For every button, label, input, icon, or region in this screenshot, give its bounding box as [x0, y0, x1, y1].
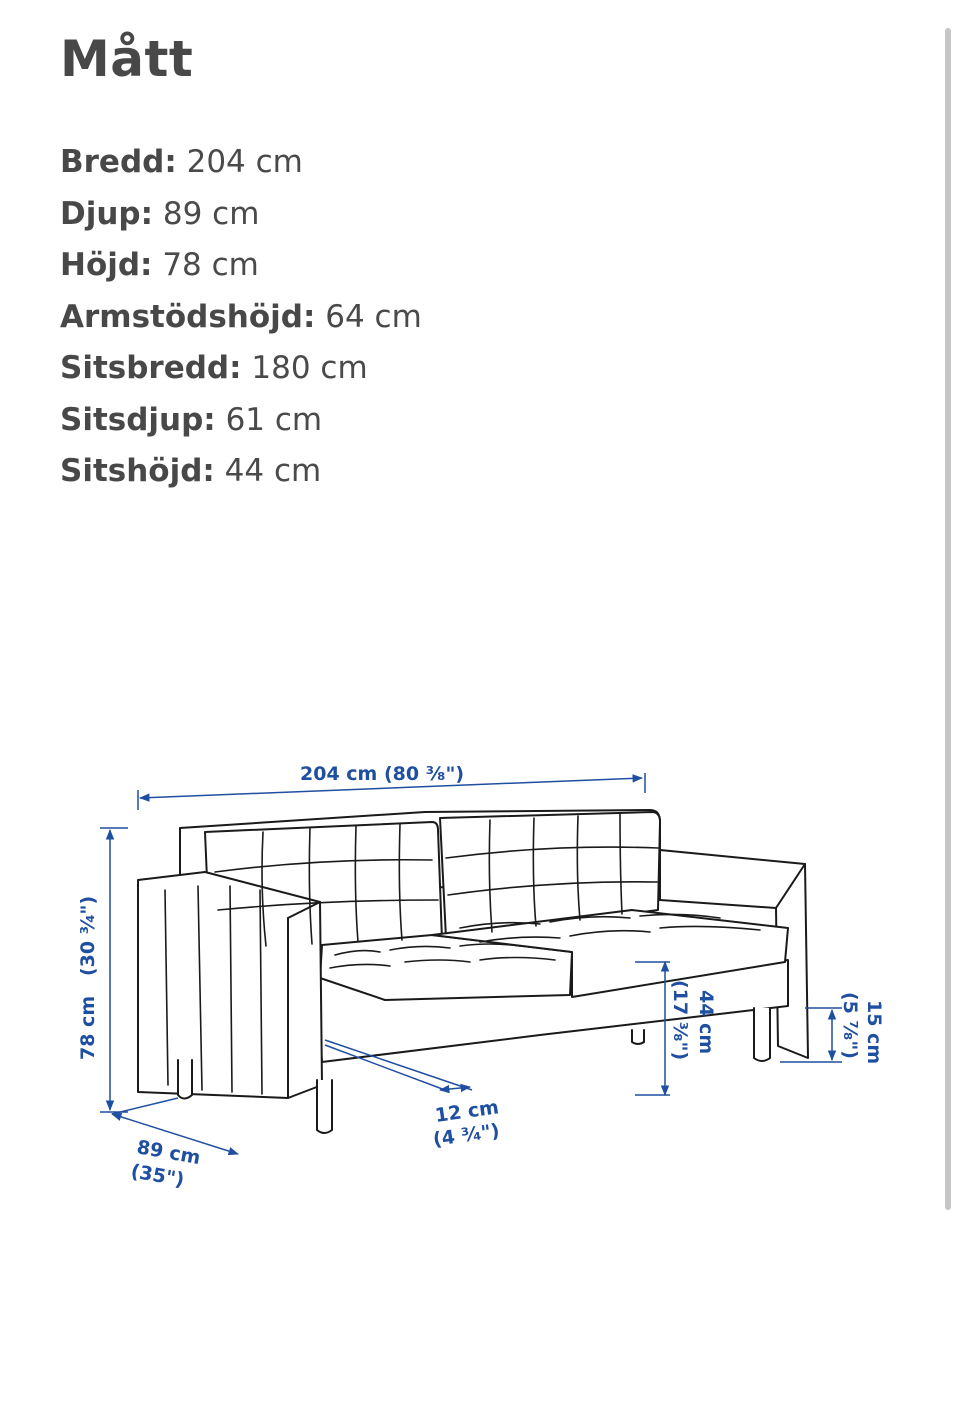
spec-label: Höjd:	[60, 247, 153, 283]
height-dimension-label: 78 cm	[77, 995, 99, 1060]
spec-label: Sitsdjup:	[60, 401, 216, 438]
seat-height-dimension-label: 44 cm	[695, 990, 717, 1055]
depth-dimension-label-inch: (35")	[129, 1160, 186, 1192]
seat-height-dimension-label-inch: (17 ³⁄₈")	[669, 980, 691, 1061]
spec-value: 61 cm	[225, 401, 323, 438]
spec-label: Bredd:	[60, 144, 177, 180]
spec-height	[60, 240, 422, 292]
scrollbar[interactable]	[945, 28, 951, 1210]
spec-width	[60, 137, 422, 189]
spec-armrest-height	[60, 292, 422, 344]
spec-label: Sitshöjd:	[60, 453, 215, 489]
spec-label: Armstödshöjd:	[60, 298, 316, 335]
spec-seat-depth	[60, 395, 422, 447]
leg-height-dimension-label-inch: (5 ⁷⁄₈")	[839, 992, 861, 1059]
spec-value: 204 cm	[186, 144, 303, 180]
depth-dimension-label: 89 cm	[135, 1136, 203, 1170]
sofa-drawing	[138, 810, 808, 1133]
height-dimension-label-inch: (30 ³⁄₄")	[77, 895, 99, 976]
page-title: Mått	[60, 30, 194, 88]
spec-value: 44 cm	[224, 453, 322, 489]
width-dimension-label: 204 cm (80 ³⁄₈")	[300, 763, 465, 785]
spec-value: 89 cm	[162, 195, 260, 232]
spec-label: Sitsbredd:	[60, 350, 242, 386]
spec-depth	[60, 189, 422, 241]
spec-value: 180 cm	[251, 350, 368, 386]
seat-depth-dimension-label-inch: (4 ³⁄₄")	[431, 1119, 501, 1151]
spec-seat-height	[60, 446, 422, 498]
dimension-list	[60, 137, 422, 498]
leg-height-dimension-label: 15 cm	[863, 1000, 885, 1065]
spec-seat-width	[60, 343, 422, 395]
spec-value: 78 cm	[162, 247, 259, 283]
spec-value: 64 cm	[325, 298, 422, 335]
seat-depth-dimension-label: 12 cm	[433, 1096, 501, 1127]
spec-label: Djup:	[60, 195, 154, 232]
sofa-dimension-diagram	[60, 740, 900, 1220]
